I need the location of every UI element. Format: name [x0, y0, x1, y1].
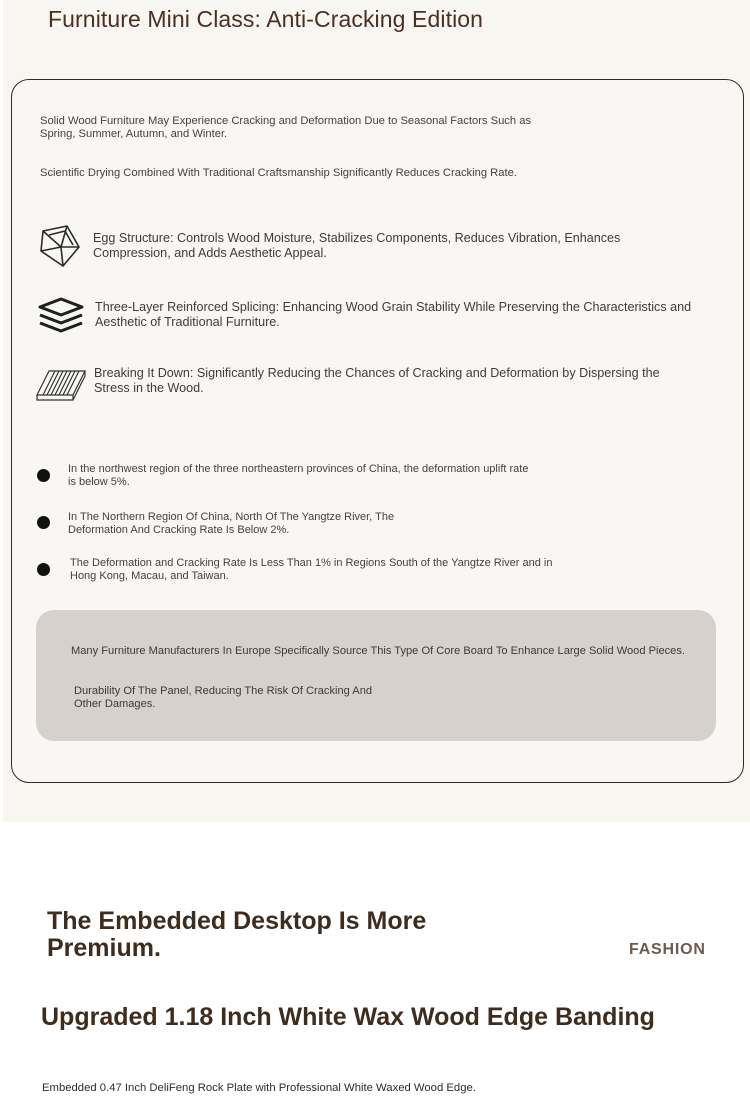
feature-egg-structure: Egg Structure: Controls Wood Moisture, Stabilizes Components, Reduces Vibration, Enhances Compression, and Adds Aesthetic Appeal. [93, 231, 621, 260]
edge-banding-heading: Upgraded 1.18 Inch White Wax Wood Edge Banding [41, 1003, 655, 1031]
feature-three-layer: Three-Layer Reinforced Splicing: Enhancing Wood Grain Stability While Preserving the Characteristics and Aesthetic of Traditional Furniture. [95, 300, 692, 329]
intro-drying-text: Scientific Drying Combined With Traditional Craftsmanship Significantly Reduces Cracking Rate. [40, 167, 517, 179]
panel-durability-text: Durability Of The Panel, Reducing The Risk Of Cracking And Other Damages. [74, 685, 373, 710]
europe-manufacturers-text: Many Furniture Manufacturers In Europe Specifically Source This Type Of Core Board To Enhance Large Solid Wood Pieces. [71, 645, 685, 657]
layers-icon [36, 296, 86, 336]
europe-info-box [36, 610, 716, 741]
rock-plate-caption: Embedded 0.47 Inch DeliFeng Rock Plate with Professional White Waxed Wood Edge. [42, 1082, 476, 1094]
embedded-desktop-heading: The Embedded Desktop Is More Premium. [47, 907, 427, 962]
intro-seasonal-text: Solid Wood Furniture May Experience Cracking and Deformation Due to Seasonal Factors Such as Spring, Summer, Autumn, and Winter. [40, 115, 532, 140]
feature-breaking-down: Breaking It Down: Significantly Reducing the Chances of Cracking and Deformation by Dispersing the Stress in the Wood. [94, 366, 660, 395]
wood-board-icon [35, 367, 87, 403]
region-south-text: The Deformation and Cracking Rate Is Less Than 1% in Regions South of the Yangtze River and in Hong Kong, Macau, and Taiwan. [70, 557, 553, 582]
region-northwest-text: In the northwest region of the three northeastern provinces of China, the deformation uplift rate is below 5%. [68, 463, 529, 488]
region-north-text: In The Northern Region Of China, North Of The Yangtze River, The Deformation And Cracking Rate Is Below 2%. [68, 511, 395, 536]
fashion-logo: FASHION [629, 941, 706, 958]
triangle-knot-icon [37, 223, 85, 269]
bullet-dot [37, 563, 50, 576]
page-title: Furniture Mini Class: Anti-Cracking Edition [48, 6, 484, 32]
bullet-dot [37, 469, 50, 482]
bullet-dot [37, 516, 50, 529]
